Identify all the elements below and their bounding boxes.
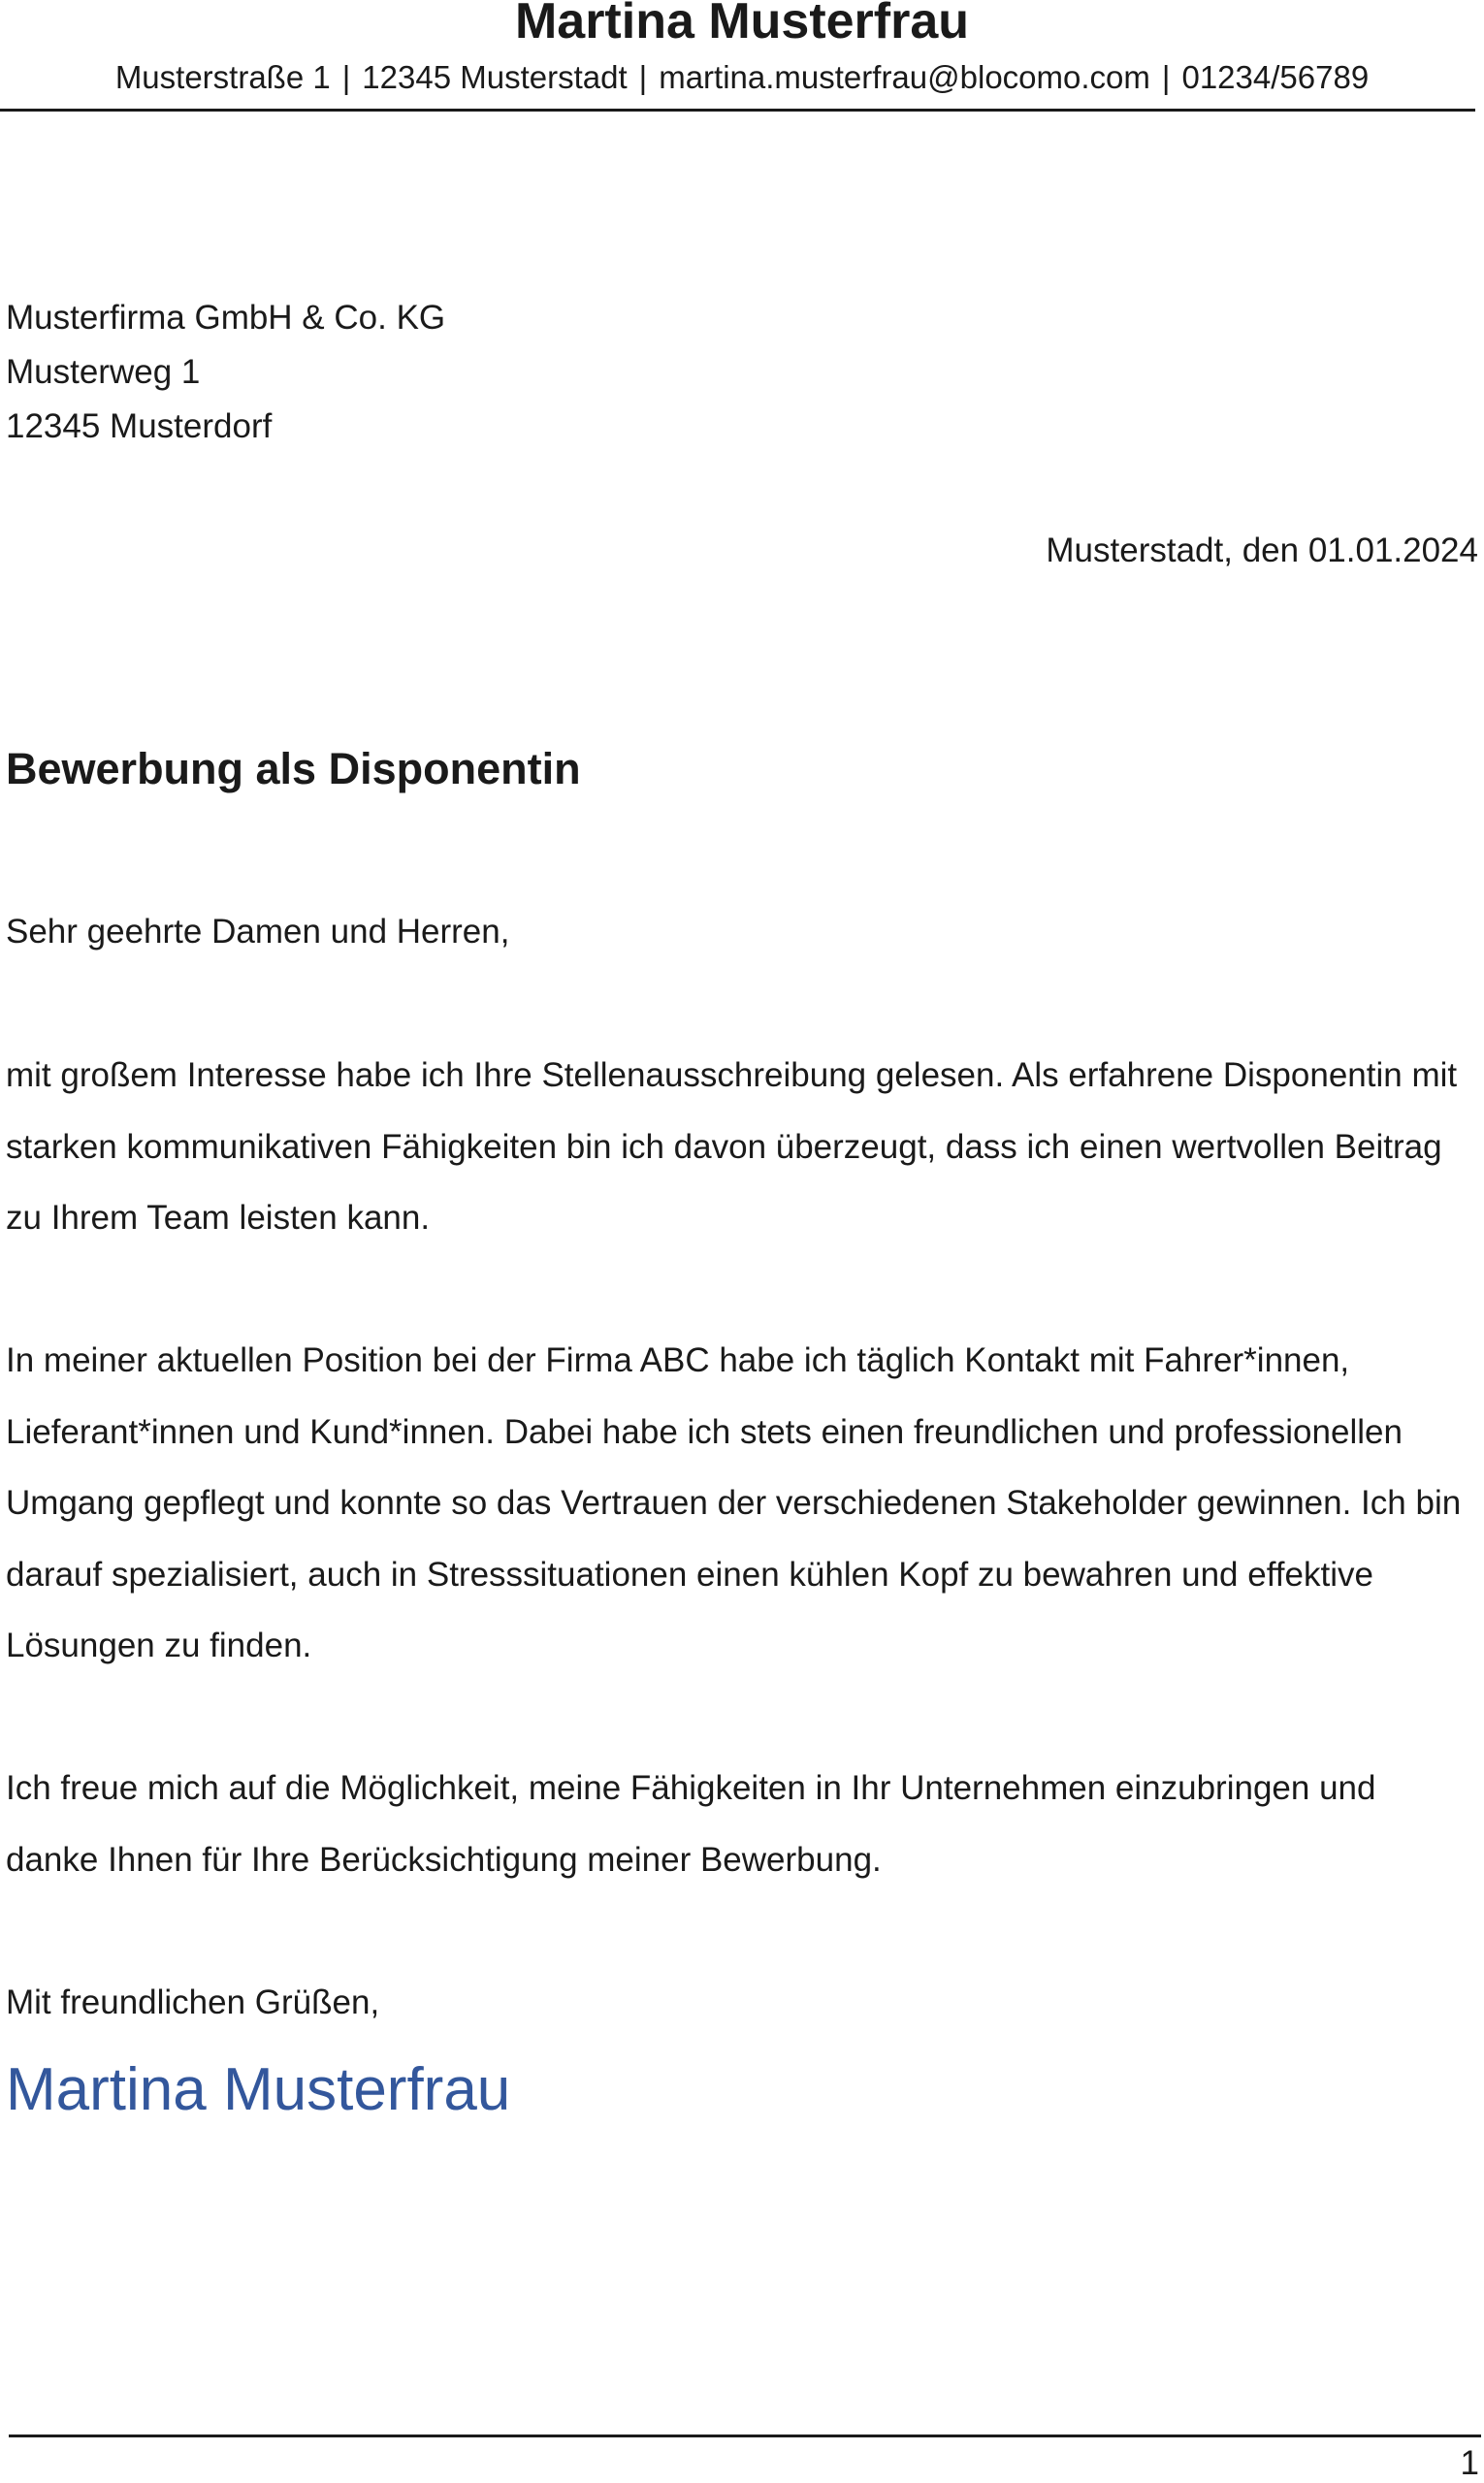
contact-separator: |	[341, 59, 351, 95]
body-paragraph-3: Ich freue mich auf die Möglichkeit, meine Fähigkeiten in Ihr Unternehmen einzubringen und danke Ihnen für Ihre Berücksichtigung meiner Bewerbung.	[6, 1769, 1376, 1879]
sender-email: martina.musterfrau@blocomo.com	[659, 59, 1150, 95]
letterhead	[0, 0, 1475, 112]
contact-separator: |	[1161, 59, 1171, 95]
signature: Martina Musterfrau	[6, 2056, 511, 2123]
body-paragraph-2: In meiner aktuellen Position bei der Firma ABC habe ich täglich Kontakt mit Fahrer*innen, Lieferant*innen und Kund*innen. Dabei habe ich stets einen freundlichen und professionellen Umgang gepflegt und konnte so das Vertrauen der verschiedenen Stakeholder gewinnen. Ich bin darauf spezialisiert, auch in Stresssituationen einen kühlen Kopf zu bewahren und effektive Lösungen zu finden.	[6, 1341, 1462, 1664]
sender-contact-line	[0, 58, 1484, 97]
body-paragraph-1: mit großem Interesse habe ich Ihre Stellenausschreibung gelesen. Als erfahrene Disponentin mit starken kommunikativen Fähigkeiten bin ich davon überzeugt, dass ich einen wertvollen Beitrag zu Ihrem Team leisten kann.	[6, 1056, 1458, 1237]
letter-subject: Bewerbung als Disponentin	[6, 744, 581, 793]
closing-phrase: Mit freundlichen Grüßen,	[6, 1983, 380, 2021]
sender-name: Martina Musterfrau	[514, 0, 970, 49]
footer-divider	[9, 2435, 1481, 2437]
recipient-address	[6, 291, 445, 454]
sender-street: Musterstraße 1	[114, 59, 331, 95]
contact-separator: |	[638, 59, 648, 95]
sender-phone: 01234/56789	[1181, 59, 1370, 95]
page-number: 1	[1460, 2444, 1479, 2482]
recipient-street: Musterweg 1	[6, 353, 201, 391]
recipient-company: Musterfirma GmbH & Co. KG	[6, 299, 446, 337]
sender-city: 12345 Musterstadt	[362, 59, 628, 95]
salutation: Sehr geehrte Damen und Herren,	[6, 913, 510, 951]
recipient-city: 12345 Musterdorf	[6, 407, 273, 445]
letter-date: Musterstadt, den 01.01.2024	[1046, 532, 1478, 569]
